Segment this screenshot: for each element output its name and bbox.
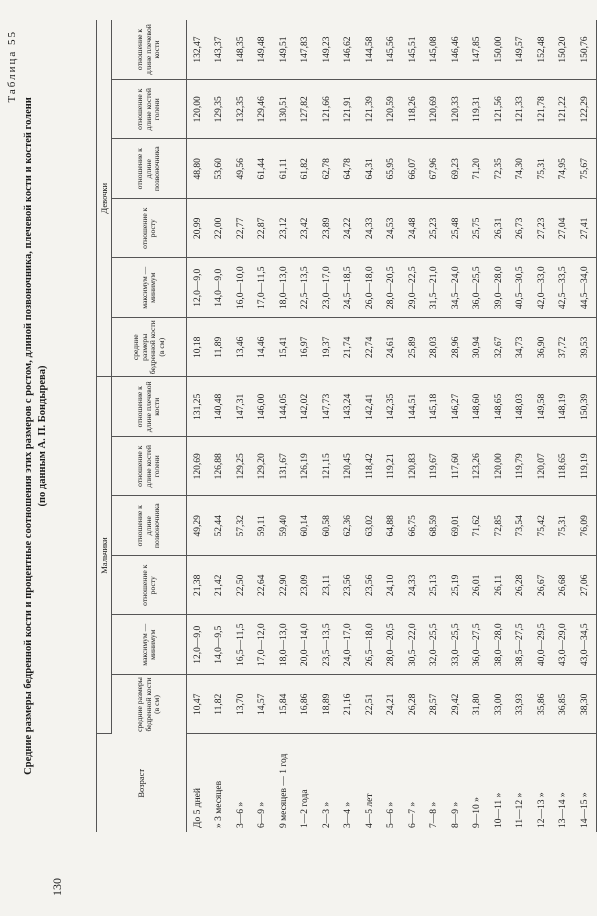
girls-value-cell: 39,53: [574, 318, 596, 378]
boys-value-cell: 120,83: [402, 437, 424, 497]
boys-value-cell: 126,19: [295, 437, 317, 497]
boys-value-cell: 63,02: [359, 496, 381, 556]
girls-value-cell: 129,35: [209, 80, 231, 140]
boys-value-cell: 143,24: [338, 377, 360, 437]
boys-col-header: отношение к длине плечевой кости: [112, 377, 187, 437]
boys-value-cell: 119,21: [381, 437, 403, 497]
boys-value-cell: 148,60: [467, 377, 489, 437]
boys-value-cell: 17,0—12,0: [252, 615, 274, 675]
boys-value-cell: 146,27: [445, 377, 467, 437]
boys-value-cell: 33,0—25,5: [445, 615, 467, 675]
boys-value-cell: 22,51: [359, 675, 381, 735]
girls-value-cell: 121,66: [316, 80, 338, 140]
boys-value-cell: 129,20: [252, 437, 274, 497]
girls-value-cell: 74,30: [510, 139, 532, 199]
age-cell: 5—6 »: [386, 801, 397, 828]
boys-value-cell: 22,90: [273, 556, 295, 616]
girls-value-cell: 71,20: [467, 139, 489, 199]
girls-value-cell: 27,04: [553, 199, 575, 259]
girls-value-cell: 25,75: [467, 199, 489, 259]
boys-value-cell: 14,0—9,5: [209, 615, 231, 675]
girls-value-cell: 30,94: [467, 318, 489, 378]
table-row: [359, 20, 381, 832]
boys-value-cell: 59,40: [273, 496, 295, 556]
girls-value-cell: 29,0—22,5: [402, 258, 424, 318]
boys-value-cell: 75,42: [531, 496, 553, 556]
boys-value-cell: 120,45: [338, 437, 360, 497]
boys-value-cell: 64,88: [381, 496, 403, 556]
boys-value-cell: 119,67: [424, 437, 446, 497]
girls-value-cell: 61,44: [252, 139, 274, 199]
boys-value-cell: 23,56: [359, 556, 381, 616]
boys-value-cell: 66,75: [402, 496, 424, 556]
girls-value-cell: 49,56: [230, 139, 252, 199]
boys-value-cell: 126,88: [209, 437, 231, 497]
girls-value-cell: 146,46: [445, 20, 467, 80]
table-row: [252, 20, 274, 832]
boys-value-cell: 147,73: [316, 377, 338, 437]
girls-value-cell: 121,91: [338, 80, 360, 140]
boys-col-header: средние размеры бедренной кости (в см): [112, 675, 187, 735]
boys-value-cell: 33,00: [488, 675, 510, 735]
boys-value-cell: 150,39: [574, 377, 596, 437]
boys-value-cell: 145,18: [424, 377, 446, 437]
boys-value-cell: 38,0—28,0: [488, 615, 510, 675]
girls-value-cell: 129,46: [252, 80, 274, 140]
boys-col-header: отношение к длине позвоночника: [112, 496, 187, 556]
girls-value-cell: 34,73: [510, 318, 532, 378]
age-cell: 2—3 »: [321, 801, 332, 828]
girls-value-cell: 15,41: [273, 318, 295, 378]
age-cell: 3—6 »: [235, 801, 246, 828]
girls-value-cell: 145,51: [402, 20, 424, 80]
boys-value-cell: 24,33: [402, 556, 424, 616]
table-row: [230, 20, 252, 832]
girls-value-cell: 130,51: [273, 80, 295, 140]
boys-value-cell: 142,35: [381, 377, 403, 437]
girls-value-cell: 34,5—24,0: [445, 258, 467, 318]
boys-value-cell: 14,57: [252, 675, 274, 735]
age-cell: 9—10 »: [472, 797, 483, 828]
boys-value-cell: 144,51: [402, 377, 424, 437]
girls-value-cell: 72,35: [488, 139, 510, 199]
girls-value-cell: 22,00: [209, 199, 231, 259]
table-title-line1: Средние размеры бедренной кости и процентные соотношения этих размеров с ростом, длиной позвоночника, плечевой кости и костей голени: [23, 97, 34, 775]
age-cell: 4—5 лет: [364, 793, 375, 828]
girls-value-cell: 22,74: [359, 318, 381, 378]
girls-value-cell: 120,69: [424, 80, 446, 140]
boys-value-cell: 26,11: [488, 556, 510, 616]
boys-value-cell: 33,93: [510, 675, 532, 735]
girls-value-cell: 149,23: [316, 20, 338, 80]
girls-col-header: отношение к длине плечевой кости: [112, 20, 187, 80]
age-cell: 11—12 »: [515, 792, 526, 828]
boys-value-cell: 49,29: [187, 496, 209, 556]
girls-value-cell: 18,0—13,0: [273, 258, 295, 318]
table-row: [574, 20, 596, 832]
girls-value-cell: 24,61: [381, 318, 403, 378]
boys-value-cell: 131,67: [273, 437, 295, 497]
boys-header: Мальчики: [97, 377, 112, 734]
table-row: [553, 20, 575, 832]
girls-value-cell: 149,57: [510, 20, 532, 80]
boys-value-cell: 149,58: [531, 377, 553, 437]
boys-value-cell: 38,5—27,5: [510, 615, 532, 675]
boys-value-cell: 26,68: [553, 556, 575, 616]
table-row: [295, 20, 317, 832]
girls-value-cell: 16,0—10,0: [230, 258, 252, 318]
girls-value-cell: 120,59: [381, 80, 403, 140]
table-row: [316, 20, 338, 832]
girls-value-cell: 145,56: [381, 20, 403, 80]
boys-value-cell: 36,0—27,5: [467, 615, 489, 675]
girls-value-cell: 37,72: [553, 318, 575, 378]
girls-value-cell: 118,26: [402, 80, 424, 140]
girls-value-cell: 25,89: [402, 318, 424, 378]
girls-value-cell: 143,37: [209, 20, 231, 80]
girls-value-cell: 12,0—9,0: [187, 258, 209, 318]
boys-value-cell: 118,42: [359, 437, 381, 497]
boys-value-cell: 26,5—18,0: [359, 615, 381, 675]
boys-col-header: отношение к росту: [112, 556, 187, 616]
boys-value-cell: 121,15: [316, 437, 338, 497]
age-cell: 12—13 »: [536, 792, 547, 828]
boys-value-cell: 119,19: [574, 437, 596, 497]
girls-value-cell: 144,58: [359, 20, 381, 80]
boys-value-cell: 25,19: [445, 556, 467, 616]
boys-value-cell: 40,0—29,5: [531, 615, 553, 675]
girls-value-cell: 132,47: [187, 20, 209, 80]
girls-value-cell: 36,90: [531, 318, 553, 378]
girls-value-cell: 19,37: [316, 318, 338, 378]
age-header: Возраст: [97, 734, 187, 832]
age-cell: 13—14 »: [558, 792, 569, 828]
girls-value-cell: 21,74: [338, 318, 360, 378]
girls-col-header: отношение к длине позвоночника: [112, 139, 187, 199]
table-row: [209, 20, 231, 832]
girls-value-cell: 22,87: [252, 199, 274, 259]
boys-value-cell: 147,31: [230, 377, 252, 437]
girls-value-cell: 53,60: [209, 139, 231, 199]
girls-value-cell: 26,31: [488, 199, 510, 259]
boys-col-header: отношение к длине костей голени: [112, 437, 187, 497]
girls-value-cell: 23,42: [295, 199, 317, 259]
boys-value-cell: 123,26: [467, 437, 489, 497]
girls-col-header: максимум — минимум: [112, 258, 187, 318]
boys-value-cell: 76,09: [574, 496, 596, 556]
table-title-line2: (по данным А. П. Бондырева): [37, 365, 48, 507]
girls-value-cell: 61,82: [295, 139, 317, 199]
boys-value-cell: 59,11: [252, 496, 274, 556]
girls-value-cell: 36,0—25,5: [467, 258, 489, 318]
boys-value-cell: 35,86: [531, 675, 553, 735]
boys-value-cell: 22,50: [230, 556, 252, 616]
girls-value-cell: 16,97: [295, 318, 317, 378]
girls-value-cell: 65,95: [381, 139, 403, 199]
girls-value-cell: 64,78: [338, 139, 360, 199]
girls-value-cell: 39,0—28,0: [488, 258, 510, 318]
boys-value-cell: 22,64: [252, 556, 274, 616]
girls-value-cell: 61,11: [273, 139, 295, 199]
boys-value-cell: 28,0—20,5: [381, 615, 403, 675]
girls-value-cell: 121,22: [553, 80, 575, 140]
girls-value-cell: 150,76: [574, 20, 596, 80]
girls-value-cell: 152,48: [531, 20, 553, 80]
girls-value-cell: 74,95: [553, 139, 575, 199]
boys-value-cell: 28,57: [424, 675, 446, 735]
boys-value-cell: 31,80: [467, 675, 489, 735]
age-cell: 7—8 »: [429, 801, 440, 828]
boys-value-cell: 12,0—9,0: [187, 615, 209, 675]
data-table: [96, 20, 597, 832]
boys-value-cell: 10,47: [187, 675, 209, 735]
table-row: [467, 20, 489, 832]
girls-value-cell: 22,77: [230, 199, 252, 259]
girls-value-cell: 120,00: [187, 80, 209, 140]
girls-value-cell: 24,48: [402, 199, 424, 259]
boys-value-cell: 18,0—13,0: [273, 615, 295, 675]
girls-value-cell: 44,5—34,0: [574, 258, 596, 318]
girls-value-cell: 121,39: [359, 80, 381, 140]
boys-value-cell: 142,41: [359, 377, 381, 437]
girls-value-cell: 28,0—20,5: [381, 258, 403, 318]
age-cell: 9 месяцев — 1 год: [278, 753, 289, 828]
girls-value-cell: 14,46: [252, 318, 274, 378]
girls-value-cell: 24,5—18,5: [338, 258, 360, 318]
boys-value-cell: 75,31: [553, 496, 575, 556]
girls-value-cell: 67,96: [424, 139, 446, 199]
boys-value-cell: 23,5—13,5: [316, 615, 338, 675]
girls-value-cell: 23,12: [273, 199, 295, 259]
girls-value-cell: 23,89: [316, 199, 338, 259]
boys-value-cell: 24,10: [381, 556, 403, 616]
girls-value-cell: 75,31: [531, 139, 553, 199]
page-number: 130: [50, 878, 64, 896]
girls-value-cell: 20,99: [187, 199, 209, 259]
age-cell: 1—2 года: [300, 789, 311, 828]
girls-value-cell: 121,33: [510, 80, 532, 140]
boys-value-cell: 27,06: [574, 556, 596, 616]
boys-value-cell: 30,5—22,0: [402, 615, 424, 675]
boys-value-cell: 68,59: [424, 496, 446, 556]
girls-col-header: отношение к длине костей голени: [112, 80, 187, 140]
age-cell: » 3 месяцев: [214, 780, 225, 828]
boys-value-cell: 11,82: [209, 675, 231, 735]
girls-value-cell: 10,18: [187, 318, 209, 378]
girls-value-cell: 24,33: [359, 199, 381, 259]
age-cell: 8—9 »: [450, 801, 461, 828]
girls-value-cell: 14,0—9,0: [209, 258, 231, 318]
girls-value-cell: 25,23: [424, 199, 446, 259]
boys-value-cell: 69,01: [445, 496, 467, 556]
girls-value-cell: 132,35: [230, 80, 252, 140]
boys-value-cell: 26,01: [467, 556, 489, 616]
girls-value-cell: 66,07: [402, 139, 424, 199]
girls-value-cell: 149,51: [273, 20, 295, 80]
boys-value-cell: 24,0—17,0: [338, 615, 360, 675]
girls-value-cell: 147,83: [295, 20, 317, 80]
girls-value-cell: 11,89: [209, 318, 231, 378]
boys-value-cell: 52,44: [209, 496, 231, 556]
boys-value-cell: 146,00: [252, 377, 274, 437]
table-row: [273, 20, 295, 832]
table-row: [402, 20, 424, 832]
boys-value-cell: 29,42: [445, 675, 467, 735]
girls-value-cell: 22,5—13,5: [295, 258, 317, 318]
girls-value-cell: 27,23: [531, 199, 553, 259]
girls-value-cell: 64,31: [359, 139, 381, 199]
boys-value-cell: 25,13: [424, 556, 446, 616]
girls-value-cell: 48,80: [187, 139, 209, 199]
boys-value-cell: 23,56: [338, 556, 360, 616]
girls-value-cell: 23,0—17,0: [316, 258, 338, 318]
age-cell: 6—7 »: [407, 801, 418, 828]
girls-value-cell: 122,29: [574, 80, 596, 140]
boys-value-cell: 23,11: [316, 556, 338, 616]
boys-value-cell: 26,28: [402, 675, 424, 735]
boys-value-cell: 20,0—14,0: [295, 615, 317, 675]
boys-value-cell: 72,85: [488, 496, 510, 556]
boys-col-header: максимум — минимум: [112, 615, 187, 675]
boys-value-cell: 26,67: [531, 556, 553, 616]
boys-value-cell: 24,21: [381, 675, 403, 735]
girls-value-cell: 42,5—33,5: [553, 258, 575, 318]
table-row: [381, 20, 403, 832]
boys-value-cell: 18,89: [316, 675, 338, 735]
girls-value-cell: 25,48: [445, 199, 467, 259]
girls-value-cell: 127,82: [295, 80, 317, 140]
girls-value-cell: 145,08: [424, 20, 446, 80]
age-cell: До 5 дней: [192, 788, 203, 828]
girls-value-cell: 121,56: [488, 80, 510, 140]
boys-value-cell: 119,79: [510, 437, 532, 497]
table-row: [187, 20, 209, 832]
table-row: [424, 20, 446, 832]
girls-value-cell: 32,67: [488, 318, 510, 378]
boys-value-cell: 142,02: [295, 377, 317, 437]
boys-value-cell: 26,28: [510, 556, 532, 616]
table-row: [445, 20, 467, 832]
girls-value-cell: 17,0—11,5: [252, 258, 274, 318]
boys-value-cell: 13,70: [230, 675, 252, 735]
boys-value-cell: 118,65: [553, 437, 575, 497]
girls-value-cell: 75,67: [574, 139, 596, 199]
boys-value-cell: 57,32: [230, 496, 252, 556]
girls-value-cell: 31,5—21,0: [424, 258, 446, 318]
boys-value-cell: 43,0—34,5: [574, 615, 596, 675]
table-row: [488, 20, 510, 832]
age-cell: 14—15 »: [579, 792, 590, 828]
girls-value-cell: 146,62: [338, 20, 360, 80]
boys-value-cell: 21,38: [187, 556, 209, 616]
girls-value-cell: 27,41: [574, 199, 596, 259]
girls-col-header: средние размеры бедренной кости (в см): [112, 318, 187, 378]
boys-value-cell: 21,16: [338, 675, 360, 735]
girls-value-cell: 62,78: [316, 139, 338, 199]
boys-value-cell: 140,48: [209, 377, 231, 437]
girls-value-cell: 150,20: [553, 20, 575, 80]
boys-value-cell: 21,42: [209, 556, 231, 616]
table-row: [338, 20, 360, 832]
boys-value-cell: 148,65: [488, 377, 510, 437]
table-title: [22, 16, 50, 856]
girls-value-cell: 120,33: [445, 80, 467, 140]
boys-value-cell: 129,25: [230, 437, 252, 497]
girls-value-cell: 28,96: [445, 318, 467, 378]
boys-value-cell: 36,85: [553, 675, 575, 735]
boys-value-cell: 73,54: [510, 496, 532, 556]
boys-value-cell: 71,62: [467, 496, 489, 556]
girls-value-cell: 149,48: [252, 20, 274, 80]
age-cell: 10—11 »: [493, 792, 504, 828]
boys-value-cell: 120,00: [488, 437, 510, 497]
boys-value-cell: 120,69: [187, 437, 209, 497]
girls-header: Девочки: [97, 20, 112, 377]
girls-value-cell: 42,0—33,0: [531, 258, 553, 318]
boys-value-cell: 120,07: [531, 437, 553, 497]
table-label: Таблица 55: [6, 30, 18, 103]
boys-value-cell: 144,05: [273, 377, 295, 437]
girls-value-cell: 150,00: [488, 20, 510, 80]
girls-value-cell: 147,85: [467, 20, 489, 80]
girls-value-cell: 148,35: [230, 20, 252, 80]
girls-col-header: отношение к росту: [112, 199, 187, 259]
table-row: [510, 20, 532, 832]
boys-value-cell: 43,0—29,0: [553, 615, 575, 675]
boys-value-cell: 38,30: [574, 675, 596, 735]
boys-value-cell: 60,14: [295, 496, 317, 556]
boys-value-cell: 16,5—11,5: [230, 615, 252, 675]
girls-value-cell: 121,78: [531, 80, 553, 140]
girls-value-cell: 69,23: [445, 139, 467, 199]
boys-value-cell: 60,58: [316, 496, 338, 556]
table-row: [531, 20, 553, 832]
boys-value-cell: 16,86: [295, 675, 317, 735]
girls-value-cell: 40,5—30,5: [510, 258, 532, 318]
girls-value-cell: 26,73: [510, 199, 532, 259]
age-cell: 6—9 »: [257, 801, 268, 828]
girls-value-cell: 26,0—18,0: [359, 258, 381, 318]
boys-value-cell: 117,60: [445, 437, 467, 497]
boys-value-cell: 32,0—25,5: [424, 615, 446, 675]
age-cell: 3—4 »: [343, 801, 354, 828]
boys-value-cell: 15,84: [273, 675, 295, 735]
boys-value-cell: 148,19: [553, 377, 575, 437]
boys-value-cell: 148,03: [510, 377, 532, 437]
girls-value-cell: 13,46: [230, 318, 252, 378]
boys-value-cell: 23,09: [295, 556, 317, 616]
boys-value-cell: 62,36: [338, 496, 360, 556]
girls-value-cell: 24,22: [338, 199, 360, 259]
girls-value-cell: 24,53: [381, 199, 403, 259]
girls-value-cell: 28,03: [424, 318, 446, 378]
boys-value-cell: 131,25: [187, 377, 209, 437]
girls-value-cell: 119,31: [467, 80, 489, 140]
